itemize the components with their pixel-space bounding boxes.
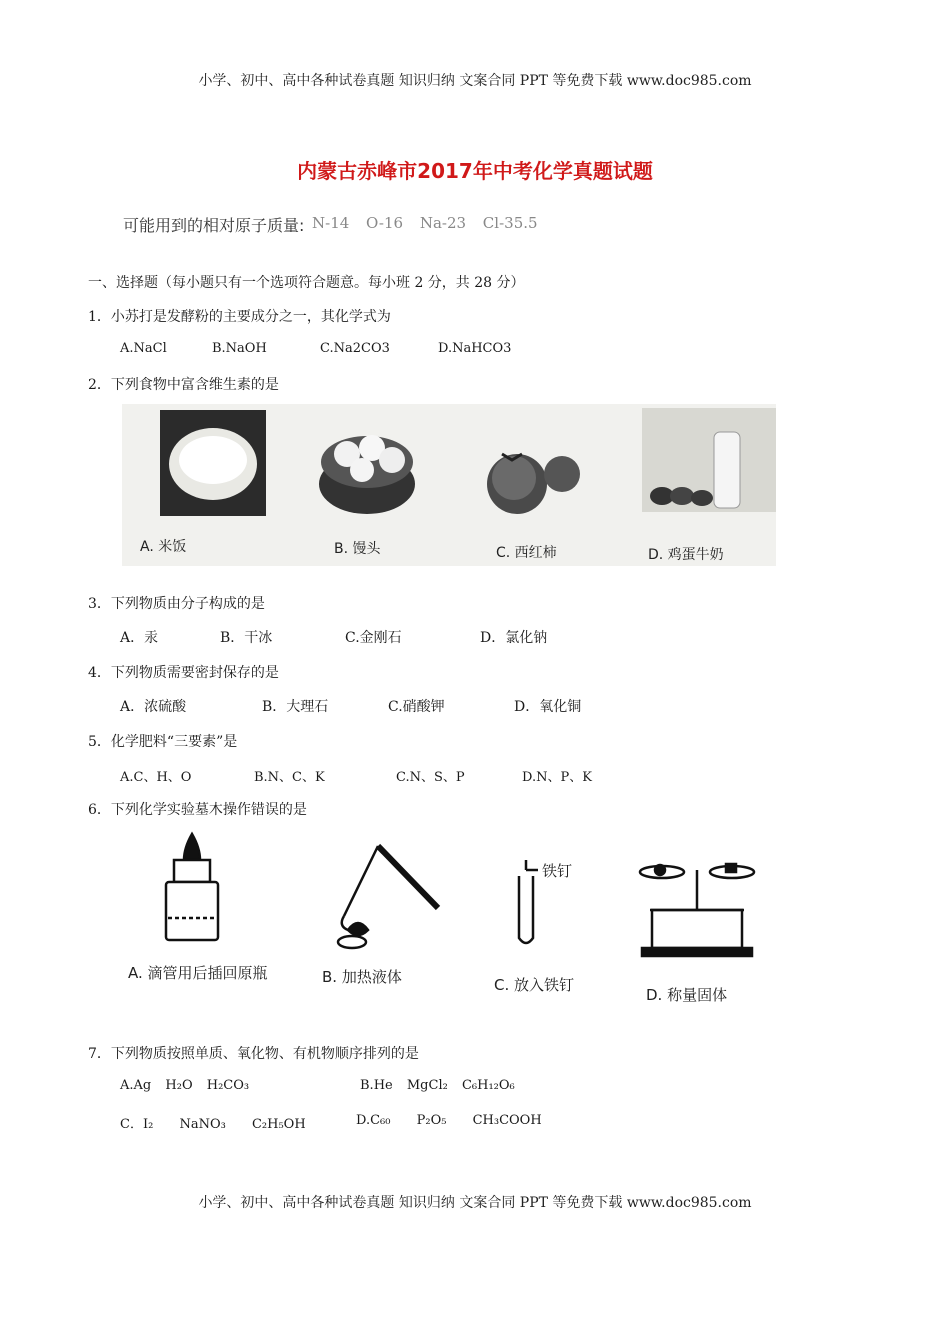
question-2: 2．下列食物中富含维生素的是 xyxy=(88,377,279,393)
question-5: 5．化学肥料“三要素”是 xyxy=(88,734,238,750)
q3-option-d: D．氯化钠 xyxy=(480,630,548,646)
question-3: 3．下列物质由分子构成的是 xyxy=(88,596,265,612)
q5-option-c: C.N、S、P xyxy=(396,770,465,785)
food-illustrations xyxy=(122,404,776,566)
q7-option-c: C．I₂ NaNO₃ C₂H₅OH xyxy=(120,1117,306,1132)
q7-option-d: D.C₆₀ P₂O₅ CH₃COOH xyxy=(356,1113,542,1128)
page-header: 小学、初中、高中各种试卷真题 知识归纳 文案合同 PPT 等免费下载 www.doc985.com xyxy=(198,73,752,89)
lab-image-panel xyxy=(122,826,772,1014)
q5-option-d: D.N、P、K xyxy=(522,770,592,785)
q1-option-c: C.Na2CO3 xyxy=(320,341,390,356)
q2-option-c: C. 西红柿 xyxy=(496,545,557,561)
balance-scale-image xyxy=(640,864,754,956)
q1-option-d: D.NaHCO3 xyxy=(438,341,512,356)
heating-liquid-image xyxy=(338,846,438,948)
q6-option-b: B. 加热液体 xyxy=(322,968,402,986)
q3-option-c: C.金刚石 xyxy=(345,630,402,646)
q4-option-c: C.硝酸钾 xyxy=(388,699,445,715)
q6-option-a: A. 滴管用后插回原瓶 xyxy=(128,964,268,982)
q6-option-c: C. 放入铁钉 xyxy=(494,976,575,994)
test-tube-nail-image xyxy=(519,860,538,943)
q1-option-a: A.NaCl xyxy=(120,341,167,356)
q2-option-d: D. 鸡蛋牛奶 xyxy=(648,547,724,563)
q4-option-b: B．大理石 xyxy=(262,699,329,715)
food-image-panel xyxy=(122,404,776,566)
q4-option-d: D．氧化铜 xyxy=(514,699,582,715)
eggs-milk-image xyxy=(642,408,776,512)
atomic-mass-label: 可能用到的相对原子质量: xyxy=(123,216,305,235)
q2-option-a: A. 米饭 xyxy=(140,539,187,555)
q4-option-a: A．浓硫酸 xyxy=(120,699,187,715)
q7-option-b: B.He MgCl₂ C₆H₁₂O₆ xyxy=(360,1078,515,1093)
question-6: 6．下列化学实验墓木操作错误的是 xyxy=(88,802,307,818)
dropper-bottle-image xyxy=(166,834,218,940)
q7-option-a: A.Ag H₂O H₂CO₃ xyxy=(120,1078,250,1093)
q3-option-b: B．干冰 xyxy=(220,630,273,646)
q1-option-b: B.NaOH xyxy=(212,341,267,356)
q5-option-b: B.N、C、K xyxy=(254,770,325,785)
q3-option-a: A．汞 xyxy=(120,630,159,646)
question-4: 4．下列物质需要密封保存的是 xyxy=(88,665,279,681)
question-1: 1．小苏打是发酵粉的主要成分之一，其化学式为 xyxy=(88,309,391,325)
atomic-mass-values: N-14 O-16 Na-23 Cl-35.5 xyxy=(312,214,538,232)
q6-option-d: D. 称量固体 xyxy=(646,986,728,1004)
tomato-image xyxy=(487,454,580,514)
nail-label: 铁钉 xyxy=(542,862,573,880)
steamed-buns-image xyxy=(319,435,415,514)
section-heading: 一、选择题（每小题只有一个选项符合题意。每小班 2 分，共 28 分） xyxy=(88,275,525,291)
question-7: 7．下列物质按照单质、氧化物、有机物顺序排列的是 xyxy=(88,1046,419,1062)
q2-option-b: B. 馒头 xyxy=(334,541,381,557)
page-title: 内蒙古赤峰市2017年中考化学真题试题 xyxy=(297,159,653,183)
page-footer: 小学、初中、高中各种试卷真题 知识归纳 文案合同 PPT 等免费下载 www.doc985.com xyxy=(198,1195,752,1211)
q5-option-a: A.C、H、O xyxy=(120,770,192,785)
rice-image xyxy=(160,410,266,516)
